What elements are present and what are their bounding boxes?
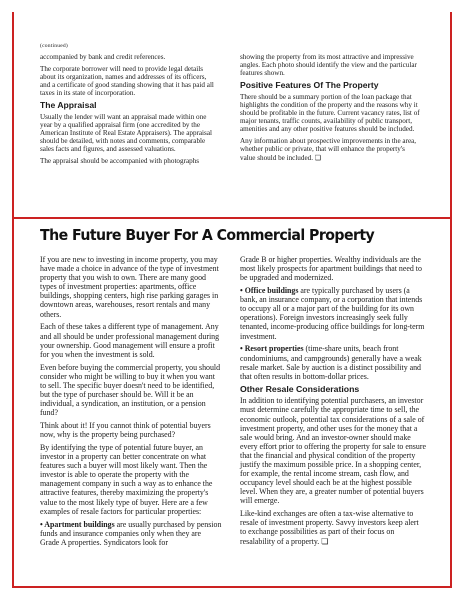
bottom-border-line <box>12 586 452 588</box>
bullet-lead: • Resort properties <box>240 344 304 354</box>
continued-label: (continued) <box>40 43 68 49</box>
left-border-line <box>12 12 14 588</box>
bullet-paragraph <box>240 286 426 341</box>
top-right-column <box>240 53 420 165</box>
paragraph: Each of these takes a different type of management. Any and all should be under professional management during your ownership. Good management will ensure a profit for you when the investment is sold. <box>40 322 220 359</box>
bullet-lead: • Apartment buildings <box>40 519 115 529</box>
right-border-line <box>450 12 452 588</box>
top-left-column <box>40 53 218 169</box>
paragraph: In addition to identifying potential purchasers, an investor must determine carefully the appropriate time to sell, the economic outlook, potential tax considerations of a sale of investment property, and other uses for the money that a sale would bring. And an investor-owner should make every effort prior to offering the property for sale to ensure that the financial and physical condition of the property justify the maximum possible price. In a shopping center, for example, the rental income stream, cash flow, and occupancy level should each be at the highest possible level. When they are, a greater number of potential buyers will emerge. <box>240 396 426 506</box>
section-heading: Other Resale Considerations <box>240 383 360 394</box>
bullet-lead: • Office buildings <box>240 286 299 296</box>
paragraph: By identifying the type of potential future buyer, an investor in a property can better concentrate on what features such a buyer will most likely want. Then the investor is able to operate the property with the management company in such a way as to enhance the attractive features, thereby maximizing the property's value to the most likely type of buyer. Here are a few examples of resale factors for particular properties: <box>40 442 213 516</box>
paragraph: The appraisal should be accompanied with photographs <box>40 157 200 166</box>
section-divider <box>12 217 452 219</box>
paragraph: Grade B or higher properties. Wealthy individuals are the most likely prospects for apartment buildings that need to be upgraded and modernized. <box>240 255 422 283</box>
paragraph: Any information about prospective improvements in the area, whether public or private, that will enhance the property's value should be included. ❏ <box>240 137 417 162</box>
paragraph: There should be a summary portion of the loan package that highlights the condition of the property and the reasons why it should be profitable in the future. Current vacancy rates, list of major tenants, traffic counts, availability of public transport, amenities and any other positive features should be included. <box>240 92 420 134</box>
paragraph: Usually the lender will want an appraisal made within one year by a qualified appraisal firm (one accredited by the American Institute of Real Estate Appraisers). The appraisal should be detailed, with notes and comments, comparable sales facts and figures, and assessed valuations. <box>40 112 212 154</box>
paragraph: Think about it! If you cannot think of potential buyers now, why is the property being purchased? <box>40 420 211 440</box>
article-left-column <box>40 255 222 551</box>
bullet-text: are typically purchased by users (a bank, an insurance company, or a corporation that intends to occupy all or a major part of the building for its own operations). Foreign investors increasingly seek fully tenanted, income-producing office buildings for long-term investment. <box>240 286 425 341</box>
bullet-text: (time-share units, beach front condominiums, and campgrounds) generally have a weak resale market. Sale by auction is a distinct possibility and that often results in bottom-dollar prices. <box>240 344 422 381</box>
bullet-paragraph <box>40 520 222 547</box>
paragraph: If you are new to investing in income property, you may have made a choice in advance of the type of investment property that you wish to own. There are many good types of investment properties: apartments, office buildings, shopping centers, high rise parking garages in downtown areas, warehouses, resort rentals and many others. <box>40 255 219 319</box>
paragraph: showing the property from its most attractive and impressive angles. Each photo should identify the view and the particular features shown. <box>240 53 417 78</box>
paragraph: Even before buying the commercial property, you should consider who might be willing to buy it when you want to sell. The specific buyer doesn't need to be identified, but the type of purchaser should be. Will it be an individual, a syndication, an institution, or a pension fund? <box>40 362 221 418</box>
article-title: The Future Buyer For A Commercial Property <box>40 226 375 244</box>
section-heading: Positive Features Of The Property <box>240 80 379 91</box>
paragraph: Like-kind exchanges are often a tax-wise alternative to resale of investment property. Savvy investors keep alert to exchange possibilities as part of their focus on resalability of a property. ❏ <box>240 509 419 546</box>
article-right-column <box>240 255 426 549</box>
section-heading: The Appraisal <box>40 100 97 111</box>
paragraph: The corporate borrower will need to provide legal details about its organization, names and addresses of its officers, and a certificate of good standing showing that it has paid all taxes in its state of incorporation. <box>40 64 214 98</box>
paragraph: accompanied by bank and credit references. <box>40 53 166 61</box>
bullet-text: are usually purchased by pension funds and insurance companies only when they are Grade A properties. Syndicators look for <box>40 519 222 547</box>
bullet-paragraph <box>240 344 426 380</box>
